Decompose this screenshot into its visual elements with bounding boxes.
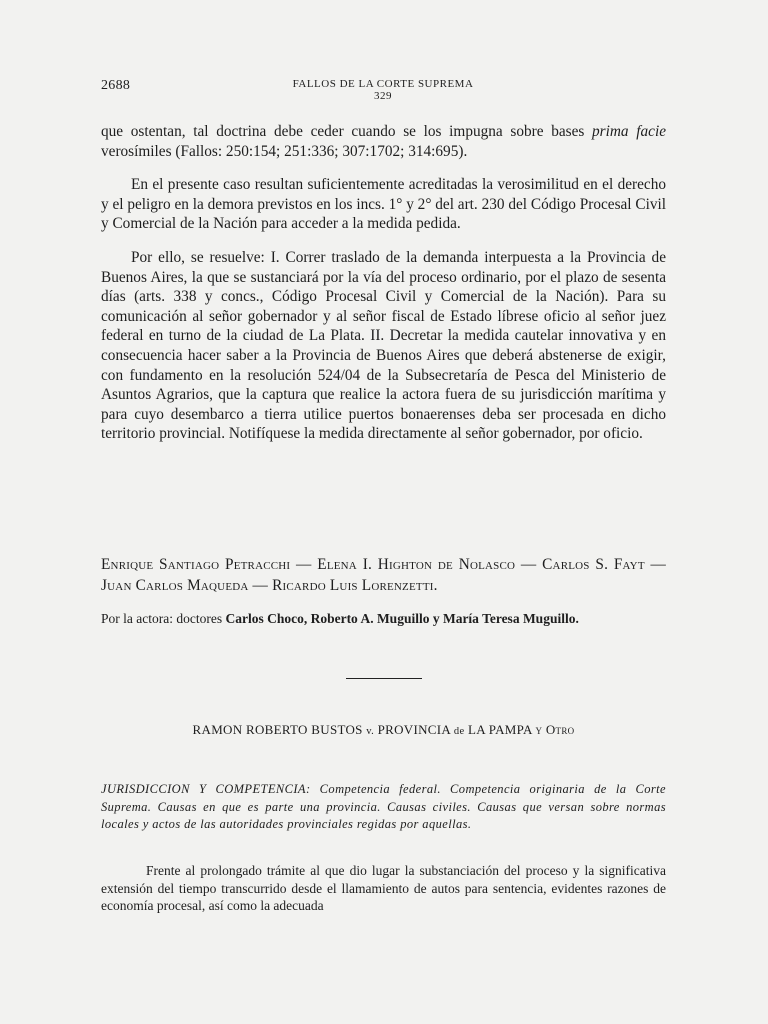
case-party-1: RAMON ROBERTO BUSTOS <box>192 722 367 737</box>
case-party-2b: LA PAMPA <box>464 722 536 737</box>
case-party-2a: PROVINCIA <box>374 722 454 737</box>
latin-phrase: prima facie <box>592 123 666 140</box>
paragraph: En el presente caso resultan suficientemente acreditadas la verosimilitud en el derecho y el peligro en la demora previstos en los incs. 1° y 2° del art. 230 del Código Procesal Civil y Comercial de la Nación para acceder a la medida pedida. <box>101 176 666 233</box>
case-de: de <box>453 726 465 737</box>
headnote: JURISDICCION Y COMPETENCIA: Competencia federal. Competencia originaria de la Corte Suprema. Causas en que es parte una provincia. Causas civiles. Causas que versan sobre normas locales y actos de las autoridades provinciales regidas por aquellas. <box>101 782 666 831</box>
case-y-otro: y Otro <box>535 722 575 737</box>
counsel-prefix: Por la actora: doctores <box>101 611 226 626</box>
case-title <box>101 722 666 738</box>
running-header-title: FALLOS DE LA CORTE SUPREMA <box>292 78 474 90</box>
counsel-names: Carlos Choco, Roberto A. Muguillo y María Teresa Muguillo. <box>225 611 579 626</box>
running-header-volume: 329 <box>374 90 392 102</box>
section-divider <box>346 678 422 679</box>
page-number: 2688 <box>101 78 131 93</box>
paragraph-resolution: Por ello, se resuelve: I. Correr traslado de la demanda interpuesta a la Provincia de Buenos Aires, la que se sustanciará por la vía del proceso ordinario, por el plazo de sesenta días (arts. 338 y concs., Código Procesal Civil y Comercial de la Nación). Para su comunicación al señor gobernador y al señor fiscal de Estado líbrese oficio al señor juez federal en turno de la ciudad de La Plata. II. Decretar la medida cautelar innovativa y en consecuencia hacer saber a la Provincia de Buenos Aires que deberá abstenerse de exigir, con fundamento en la resolución 524/04 de la Subsecretaría de Pesca del Ministerio de Asuntos Agrarios, que la captura que realice la actora fuera de su jurisdicción marítima y para cuyo desembarco a tierra utilice puertos bonaerenses deba ser procesada en dicho territorio provincial. Notifíquese la medida directamente al señor gobernador, por oficio. <box>101 248 666 443</box>
paragraph-continuation <box>101 122 666 161</box>
counsel-line <box>101 610 676 628</box>
summary-paragraph: Frente al prolongado trámite al que dio lugar la substanciación del proceso y la significativa extensión del tiempo transcurrido desde el llamamiento de autos para sentencia, evidentes razones de economía procesal, así como la adecuada <box>101 863 666 913</box>
running-header <box>200 78 566 102</box>
paragraph-text: que ostentan, tal doctrina debe ceder cuando se los impugna sobre bases <box>101 123 593 140</box>
judges-signatures: Enrique Santiago Petracchi — Elena I. Highton de Nolasco — Carlos S. Fayt — Juan Carlos Maqueda — Ricardo Luis Lorenzetti. <box>101 556 666 594</box>
body-text <box>101 122 666 444</box>
case-versus: v. <box>366 726 375 737</box>
paragraph-text: verosímiles (Fallos: 250:154; 251:336; 307:1702; 314:695). <box>101 142 468 160</box>
